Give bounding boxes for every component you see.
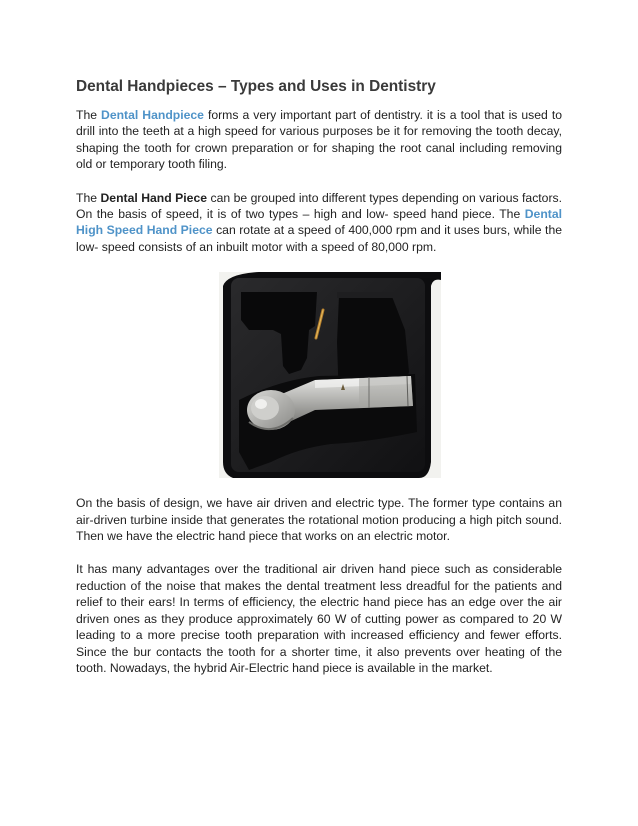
dental-handpiece-link[interactable]: Dental Handpiece — [101, 108, 204, 122]
paragraph-advantages: It has many advantages over the traditional air driven hand piece such as considerable reduction of the noise that makes the dental treatment less dreadful for the patients and relief to their ears! In terms of efficiency, the electric hand piece has an edge over the air driven ones as they produce approximately 60 W of cutting power as compared to 20 W leading to a more precise tooth preparation with increased efficiency and fewer efforts. Since the bur contacts the tooth for a shorter time, it also prevents over heating of the tooth. Nowadays, the hybrid Air-Electric hand piece is available in the market. — [76, 562, 562, 675]
article-body — [76, 78, 562, 693]
article-title: Dental Handpieces – Types and Uses in Dentistry — [76, 78, 436, 95]
intro-text-rest: forms a very important part of dentistry. it is a tool that is used to drill into the teeth at a high speed for various purposes be it for removing the tooth decay, shaping the tooth for crown preparation or for shaping the root canal including removing old or temporary tooth filing. — [76, 108, 562, 172]
types-text-middle: can be grouped into different types depending on various factors. On the basis of speed, it is of two types – high and low- speed hand piece. The — [76, 190, 562, 222]
paragraph-types — [76, 190, 562, 256]
types-text-end: can rotate at a speed of 400,000 rpm and it uses burs, while the low- speed consists of an inbuilt motor with a speed of 80,000 rpm. — [76, 223, 562, 254]
types-text-start: The — [76, 190, 101, 205]
dental-hand-piece-term: Dental Hand Piece — [100, 190, 207, 205]
high-speed-hand-piece-link[interactable]: Dental High Speed Hand Piece — [76, 207, 562, 238]
paragraph-design: On the basis of design, we have air driven and electric type. The former type contains an air-driven turbine inside that generates the rotational motion producing a high pitch sound. Then we have the electric hand piece that works on an electric motor. — [76, 496, 562, 544]
handpiece-case-photo — [219, 272, 441, 478]
paragraph-intro — [76, 107, 562, 173]
intro-text-start: The — [76, 108, 102, 122]
